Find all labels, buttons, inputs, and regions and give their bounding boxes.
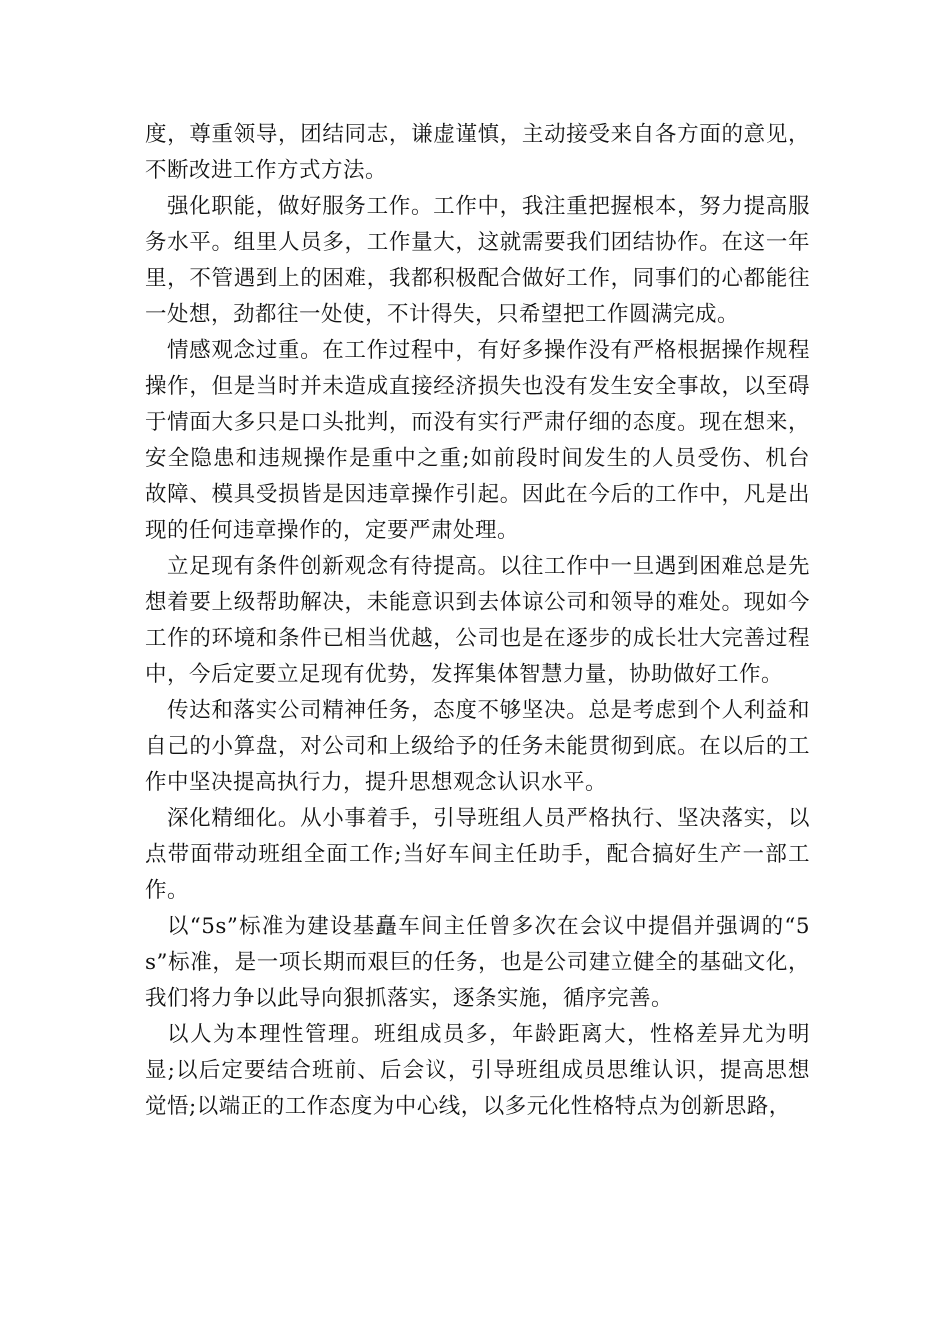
paragraph-4: 立足现有条件创新观念有待提高。以往工作中一旦遇到困难总是先想着要上级帮助解决，未能意识到去体谅公司和领导的难处。现如今工作的环境和条件已相当优越，公司也是在逐步的成长壮大完善过程中，今后定要立足现有优势，发挥集体智慧力量，协助做好工作。 <box>145 554 810 687</box>
paragraph-2: 强化职能，做好服务工作。工作中，我注重把握根本，努力提高服务水平。组里人员多，工作量大，这就需要我们团结协作。在这一年里，不管遇到上的困难，我都积极配合做好工作，同事们的心都能往一处想，劲都往一处使，不计得失，只希望把工作圆满完成。 <box>145 194 810 327</box>
document-body <box>145 117 810 1125</box>
paragraph-3: 情感观念过重。在工作过程中，有好多操作没有严格根据操作规程操作，但是当时并未造成直接经济损失也没有发生安全事故，以至碍于情面大多只是口头批判，而没有实行严肃仔细的态度。现在想来，安全隐患和违规操作是重中之重;如前段时间发生的人员受伤、机台故障、模具受损皆是因违章操作引起。因此在今后的工作中，凡是出现的任何违章操作的，定要严肃处理。 <box>145 338 810 543</box>
paragraph-1: 度，尊重领导，团结同志，谦虚谨慎，主动接受来自各方面的意见，不断改进工作方式方法。 <box>145 122 810 183</box>
paragraph-7: 以“5s”标准为建设基矗车间主任曾多次在会议中提倡并强调的“5s”标准，是一项长期而艰巨的任务，也是公司建立健全的基础文化，我们将力争以此导向狠抓落实，逐条实施，循序完善。 <box>145 914 810 1011</box>
paragraph-5: 传达和落实公司精神任务，态度不够坚决。总是考虑到个人利益和自己的小算盘，对公司和上级给予的任务未能贯彻到底。在以后的工作中坚决提高执行力，提升思想观念认识水平。 <box>145 698 810 795</box>
paragraph-8: 以人为本理性管理。班组成员多，年龄距离大，性格差异尤为明显;以后定要结合班前、后会议，引导班组成员思维认识，提高思想觉悟;以端正的工作态度为中心线，以多元化性格特点为创新思路， <box>145 1022 810 1119</box>
paragraph-6: 深化精细化。从小事着手，引导班组人员严格执行、坚决落实，以点带面带动班组全面工作;当好车间主任助手，配合搞好生产一部工作。 <box>145 806 810 903</box>
